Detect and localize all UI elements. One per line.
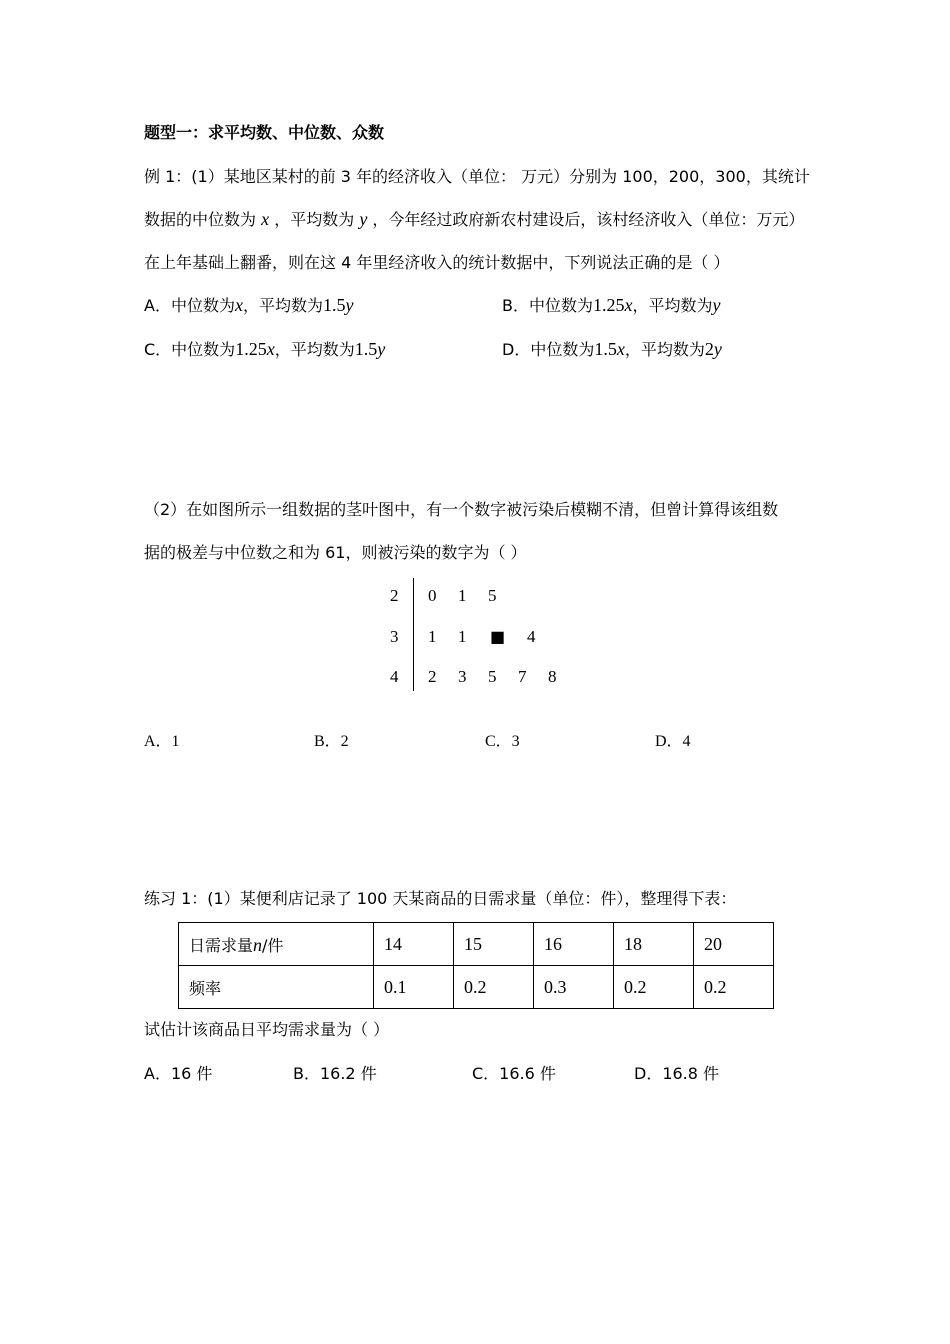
part2-line1: （2）在如图所示一组数据的茎叶图中，有一个数字被污染后模糊不清，但曾计算得该组数 (144, 500, 779, 519)
table-cell: 20 (694, 923, 774, 966)
stem-leaf-plot (380, 580, 580, 696)
leaf: 0 (428, 586, 437, 605)
practice1-option-c: C．16.6 件 (472, 1064, 556, 1083)
stem-leaf-divider (413, 578, 414, 691)
example1-line2 (144, 207, 804, 230)
example1-line2-text-b: ，平均数为 (274, 210, 355, 229)
practice1-option-d: D．16.8 件 (634, 1064, 720, 1083)
stem: 4 (390, 667, 399, 686)
smudged-leaf-icon: ■ (490, 627, 506, 646)
table-cell: 0.1 (374, 966, 454, 1009)
table-cell: 0.3 (534, 966, 614, 1009)
part2-option-c: C．3 (485, 733, 520, 750)
practice1-question: 试估计该商品日平均需求量为（ ） (144, 1020, 390, 1039)
table-row (179, 923, 774, 966)
leaf: 1 (428, 627, 437, 646)
table-header-cell: 日需求量n/件 (179, 923, 374, 966)
var-y: y (359, 209, 368, 229)
option-d: D．中位数为1.5x，平均数为2y (502, 339, 722, 359)
table-cell: 15 (454, 923, 534, 966)
leaf: 5 (488, 667, 497, 686)
practice1-option-a: A．16 件 (144, 1064, 213, 1083)
demand-frequency-table (178, 922, 774, 1009)
leaf: 1 (458, 627, 467, 646)
part2-option-b: B．2 (314, 733, 349, 750)
example1-line2-text-c: ，今年经过政府新农村建设后，该村经济收入（单位：万元） (372, 210, 805, 229)
practice1-intro: 练习 1：(1）某便利店记录了 100 天某商品的日需求量（单位：件），整理得下表： (144, 889, 737, 908)
section-title: 题型一：求平均数、中位数、众数 (144, 123, 385, 142)
table-cell: 14 (374, 923, 454, 966)
table-cell: 0.2 (694, 966, 774, 1009)
leaf: 7 (518, 667, 527, 686)
table-cell: 18 (614, 923, 694, 966)
table-row (179, 966, 774, 1009)
part2-option-a: A．1 (144, 733, 180, 750)
var-x: x (261, 209, 270, 229)
table-cell: 0.2 (614, 966, 694, 1009)
option-b: B．中位数为1.25x，平均数为y (502, 295, 721, 315)
example1-line1: 例 1：(1）某地区某村的前 3 年的经济收入（单位： 万元）分别为 100，200，300，其统计 (144, 167, 810, 186)
leaf: 5 (488, 586, 497, 605)
table-cell: 16 (534, 923, 614, 966)
part2-line2: 据的极差与中位数之和为 61，则被污染的数字为（ ） (144, 543, 527, 562)
table-cell: 0.2 (454, 966, 534, 1009)
leaf: 3 (458, 667, 467, 686)
option-a: A．中位数为x，平均数为1.5y (144, 295, 354, 315)
leaf: 8 (548, 667, 557, 686)
leaf: 2 (428, 667, 437, 686)
option-c: C．中位数为1.25x，平均数为1.5y (144, 339, 386, 359)
part2-option-d: D．4 (655, 733, 691, 750)
leaf: 1 (458, 586, 467, 605)
table-header-cell: 频率 (179, 966, 374, 1009)
leaf: 4 (527, 627, 536, 646)
stem: 2 (390, 586, 399, 605)
example1-line3: 在上年基础上翻番，则在这 4 年里经济收入的统计数据中，下列说法正确的是（ ） (144, 253, 730, 272)
practice1-option-b: B．16.2 件 (293, 1064, 377, 1083)
example1-line2-text-a: 数据的中位数为 (144, 210, 257, 229)
stem: 3 (390, 627, 399, 646)
